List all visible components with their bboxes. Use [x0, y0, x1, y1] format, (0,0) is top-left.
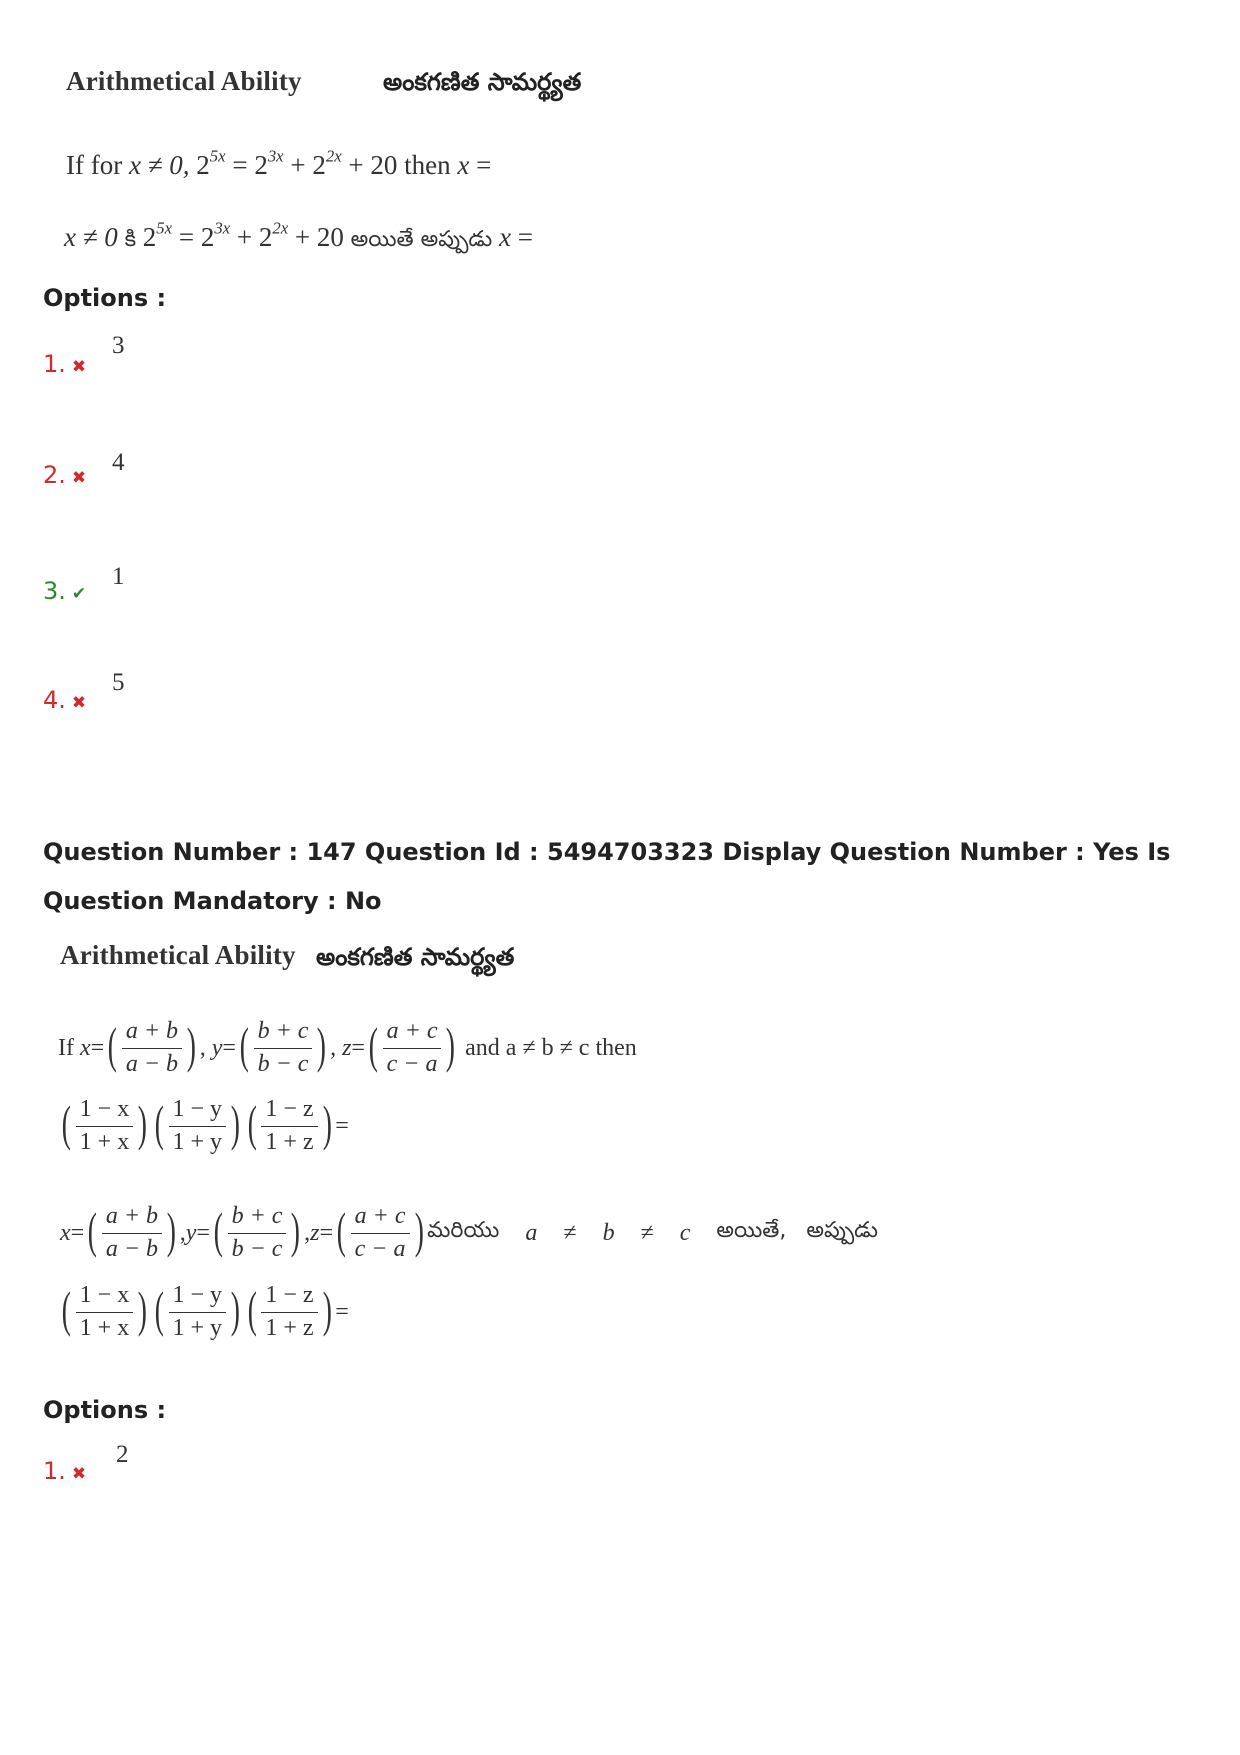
option-1-value: 2	[116, 1441, 129, 1468]
question-english-line1: If x = ( $\frac{a + b}{a - b}$ ) , y = ( $\frac{b + c}{b - c}$ ) , z = ( $\frac{a + c}{c - a}$ ) and a ≠ b ≠ c then	[58, 1017, 637, 1077]
option-4: 4. ✖	[43, 686, 87, 714]
wrong-mark-icon: ✖	[71, 1464, 87, 1484]
question-telugu-line2: ( $\frac{1 - x}{1 + x}$ ) ( $\frac{1 - y}{1 + y}$ ) ( $\frac{1 - z}{1 + z}$ ) =	[61, 1281, 349, 1341]
option-4-value: 5	[112, 669, 125, 696]
question-english: If for x ≠ 0, $2^{5x} = 2^{3x} + 2^{2x} + 20$ then x =	[66, 146, 492, 180]
subject-telugu: అంకగణిత సామర్థ్యత	[316, 943, 515, 971]
subject-english: Arithmetical Ability	[60, 940, 296, 970]
wrong-mark-icon: ✖	[71, 693, 87, 713]
option-1: 1. ✖	[43, 1457, 87, 1485]
option-3: 3. ✔	[43, 577, 87, 605]
subject-telugu: అంకగణిత సామర్థ్యత	[383, 68, 582, 96]
option-1: 1. ✖	[43, 350, 87, 378]
wrong-mark-icon: ✖	[71, 468, 87, 488]
options-label: Options :	[43, 284, 167, 312]
question-header: Question Number : 147 Question Id : 5494703323 Display Question Number : Yes Is Question Mandatory : No	[43, 838, 1171, 915]
wrong-mark-icon: ✖	[71, 357, 87, 377]
options-label: Options :	[43, 1396, 167, 1424]
option-3-value: 1	[112, 563, 125, 590]
option-2-value: 4	[112, 449, 125, 476]
option-2: 2. ✖	[43, 461, 87, 489]
option-1-value: 3	[112, 332, 125, 359]
subject-english: Arithmetical Ability	[66, 66, 302, 96]
check-mark-icon: ✔	[71, 584, 87, 604]
question-telugu: x ≠ 0 కి $2^{5x} = 2^{3x} + 2^{2x} + 20$ అయితే అప్పుడు x =	[64, 218, 533, 252]
question-english-line2: ( $\frac{1 - x}{1 + x}$ ) ( $\frac{1 - y}{1 + y}$ ) ( $\frac{1 - z}{1 + z}$ ) =	[61, 1095, 349, 1155]
question-telugu-line1: x = ( $\frac{a + b}{a - b}$ ) , y = ( $\frac{b + c}{b - c}$ ) , z = ( $\frac{a + c}{c - a}$ ) మరియు a ≠ b ≠ c అయితే, అప్పుడు	[60, 1202, 879, 1262]
